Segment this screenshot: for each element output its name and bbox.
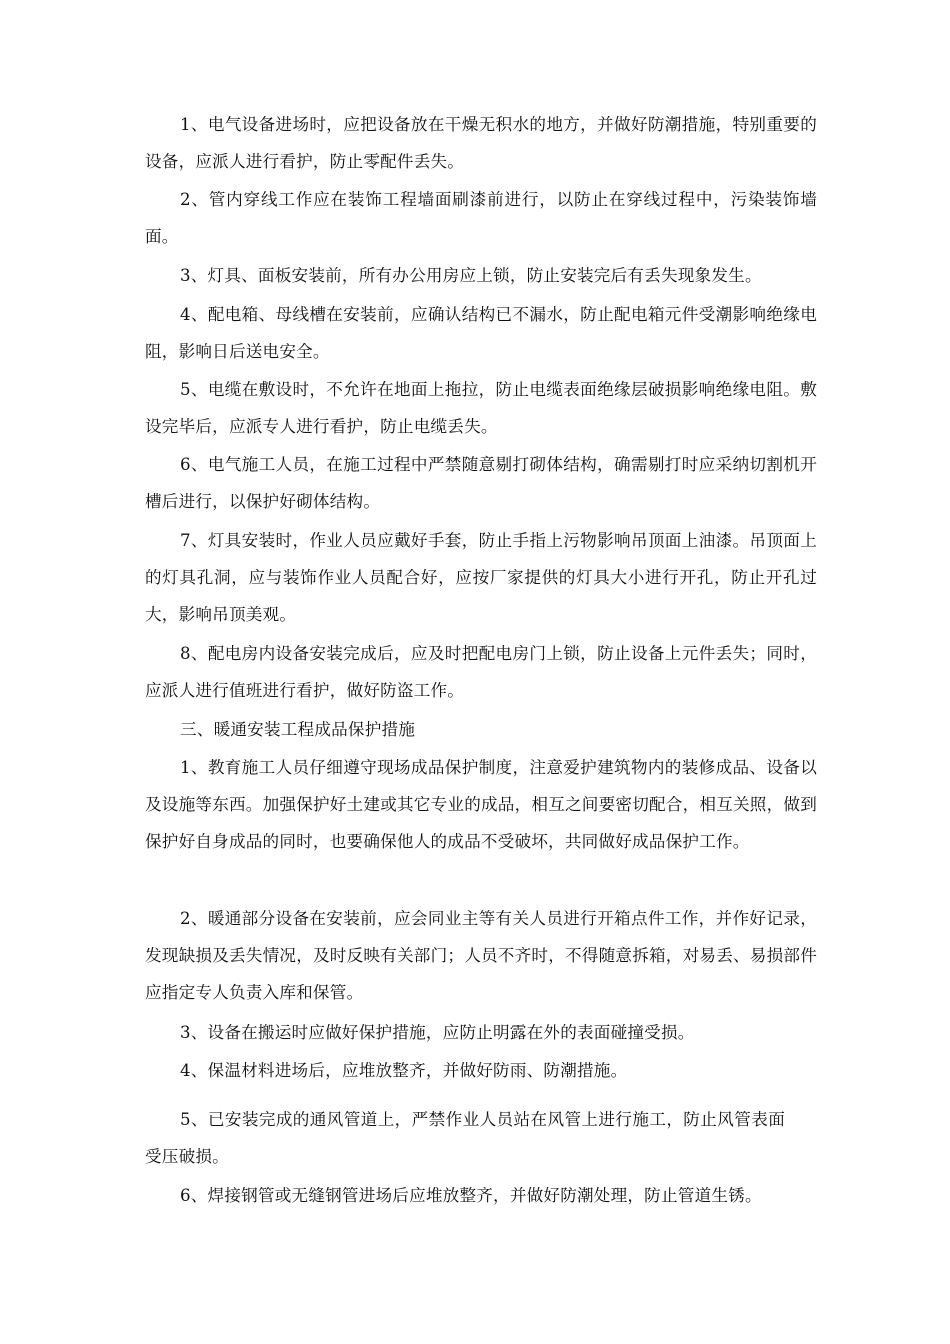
paragraph-electrical-1: 1、电气设备进场时，应把设备放在干燥无积水的地方，并做好防潮措施，特别重要的设备，应派人进行看护，防止零配件丢失。 — [145, 115, 817, 171]
paragraph-hvac-6: 6、焊接钢管或无缝钢管进场后应堆放整齐，并做好防潮处理，防止管道生锈。 — [180, 1186, 762, 1205]
section-heading-hvac: 三、暖通安装工程成品保护措施 — [180, 720, 416, 739]
paragraph-hvac-2: 2、暖通部分设备在安装前，应会同业主等有关人员进行开箱点件工作，并作好记录，发现缺损及丢失情况，及时反映有关部门；人员不齐时，不得随意拆箱，对易丢、易损部件应指定专人负责入库和保管。 — [145, 909, 817, 1002]
paragraph-electrical-5: 5、电缆在敷设时，不允许在地面上拖拉，防止电缆表面绝缘层破损影响绝缘电阻。敷设完毕后，应派专人进行看护，防止电缆丢失。 — [145, 380, 817, 436]
paragraph-hvac-5: 5、已安装完成的通风管道上，严禁作业人员站在风管上进行施工，防止风管表面受压破损。 — [145, 1110, 785, 1166]
paragraph-electrical-4: 4、配电箱、母线槽在安装前，应确认结构已不漏水，防止配电箱元件受潮影响绝缘电阻，影响日后送电安全。 — [145, 305, 817, 361]
paragraph-electrical-2: 2、管内穿线工作应在装饰工程墙面刷漆前进行，以防止在穿线过程中，污染装饰墙面。 — [145, 190, 817, 246]
paragraph-electrical-7: 7、灯具安装时，作业人员应戴好手套，防止手指上污物影响吊顶面上油漆。吊顶面上的灯具孔洞，应与装饰作业人员配合好，应按厂家提供的灯具大小进行开孔，防止开孔过大，影响吊顶美观。 — [145, 531, 817, 624]
paragraph-electrical-3: 3、灯具、面板安装前，所有办公用房应上锁，防止安装完后有丢失现象发生。 — [180, 266, 762, 285]
paragraph-hvac-3: 3、设备在搬运时应做好保护措施，应防止明露在外的表面碰撞受损。 — [180, 1023, 695, 1042]
paragraph-electrical-8: 8、配电房内设备安装完成后，应及时把配电房门上锁，防止设备上元件丢失；同时，应派人进行值班进行看护，做好防盗工作。 — [145, 644, 817, 700]
paragraph-electrical-6: 6、电气施工人员，在施工过程中严禁随意剔打砌体结构，确需剔打时应采纳切割机开槽后进行，以保护好砌体结构。 — [145, 455, 817, 511]
paragraph-hvac-1: 1、教育施工人员仔细遵守现场成品保护制度，注意爱护建筑物内的装修成品、设备以及设施等东西。加强保护好土建或其它专业的成品，相互之间要密切配合，相互关照，做到保护好自身成品的同时，也要确保他人的成品不受破坏，共同做好成品保护工作。 — [145, 758, 817, 851]
paragraph-hvac-4: 4、保温材料进场后，应堆放整齐，并做好防雨、防潮措施。 — [180, 1061, 628, 1080]
